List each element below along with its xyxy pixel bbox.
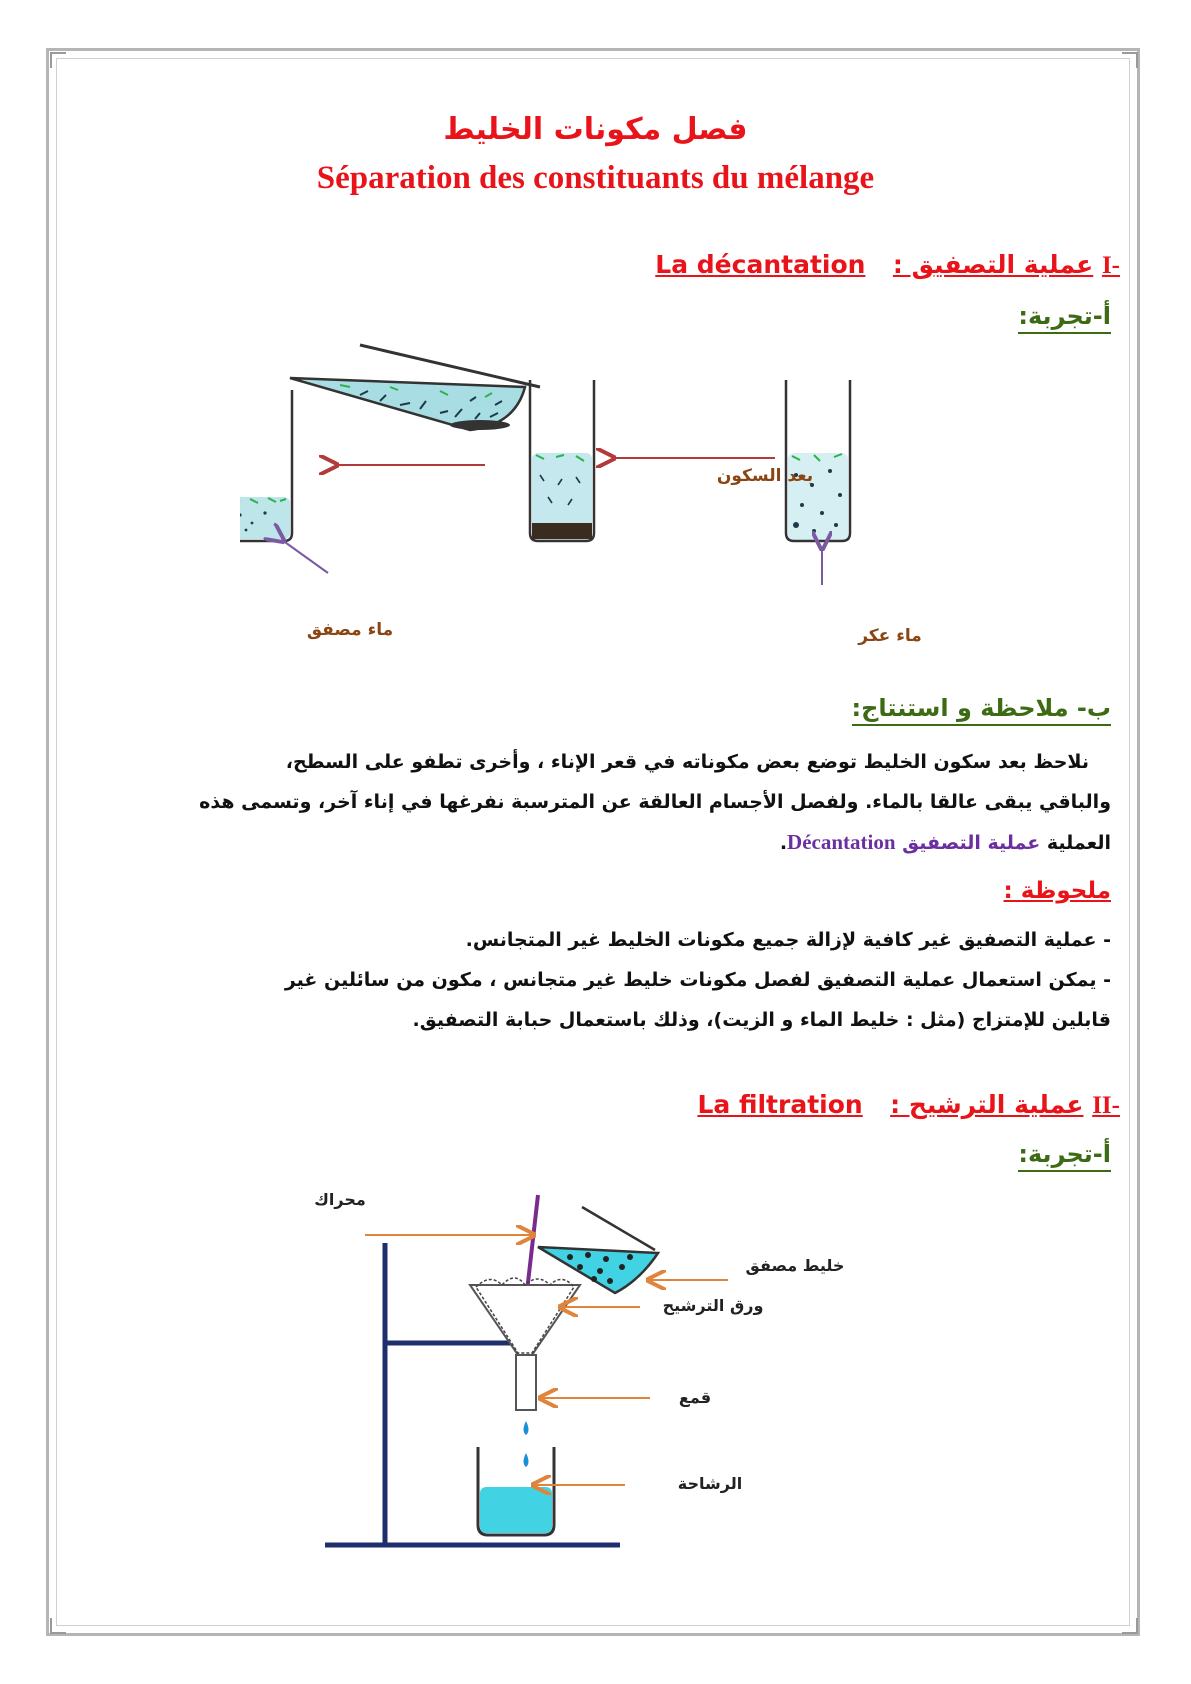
section1-french: La décantation [655, 250, 866, 279]
section2-french: La filtration [697, 1090, 863, 1119]
section1-arabic: عملية التصفيق : [892, 250, 1094, 279]
frame-corner-bottom-left [50, 1618, 66, 1634]
observation-line-3-highlight: عملية التصفيق [902, 832, 1041, 854]
label-filter-paper: ورق الترشيح [662, 1296, 764, 1315]
observation-line-3-french: Décantation [787, 830, 896, 854]
frame-corner-top-right [1122, 52, 1138, 68]
label-turbid-water: ماء عكر [858, 626, 922, 646]
label-after-rest: بعد السكون [716, 466, 814, 486]
section1-remark-text [95, 920, 1111, 1040]
beaker-decanted [240, 390, 292, 541]
label-decanted-mixture: خليط مصفق [745, 1256, 845, 1275]
section2-arabic: عملية الترشيح : [890, 1090, 1084, 1119]
arrow-decanted-water [282, 540, 328, 573]
section2-experiment-label: أ-تجربة: [1018, 1140, 1111, 1172]
remark-line-1: - عملية التصفيق غير كافية لإزالة جميع مكونات الخليط غير المتجانس. [465, 929, 1111, 951]
observation-line-3 [95, 822, 1111, 863]
observation-line-2: والباقي يبقى عالقا بالماء. ولفصل الأجسام العالقة عن المترسبة نفرغها في إناء آخر، وتسمى هذه [199, 791, 1111, 813]
observation-line-3-end: . [779, 832, 788, 854]
section2-number: II- [1092, 1092, 1120, 1119]
drop-2 [524, 1453, 529, 1467]
beaker-turbid [786, 380, 850, 541]
section1-heading [640, 250, 1120, 280]
drop-1 [524, 1421, 529, 1435]
mixture-vessel [538, 1207, 658, 1293]
filtration-diagram [310, 1175, 870, 1555]
label-decanted-water: ماء مصفق [306, 620, 394, 640]
beaker-settled [530, 380, 594, 541]
pouring-vessel [290, 345, 540, 430]
observation-line-1: نلاحظ بعد سكون الخليط توضع بعض مكوناته في قعر الإناء ، وأخرى تطفو على السطح، [285, 751, 1089, 773]
section1-number: I- [1101, 252, 1120, 279]
section1-observation-text [95, 742, 1111, 863]
frame-corner-top-left [50, 52, 66, 68]
section1-experiment-label: أ-تجربة: [1018, 302, 1111, 334]
section1-remark-label: ملحوظة : [1003, 878, 1111, 904]
page-title-french: Séparation des constituants du mélange [316, 160, 875, 196]
section1-observation-label: ب- ملاحظة و استنتاج: [852, 694, 1112, 726]
remark-line-2: - يمكن استعمال عملية التصفيق لفصل مكونات خليط غير متجانس ، مكون من سائلين غير [284, 969, 1111, 991]
label-stirrer: محراك [314, 1190, 366, 1209]
page-title-arabic: فصل مكونات الخليط [443, 112, 748, 147]
remark-line-3: قابلين للإمتزاج (مثل : خليط الماء و الزيت)، وذلك باستعمال حبابة التصفيق. [412, 1009, 1111, 1031]
label-filtrate: الرشاحة [677, 1474, 743, 1493]
section2-heading [640, 1090, 1120, 1120]
frame-corner-bottom-right [1122, 1618, 1138, 1634]
decantation-diagram [240, 335, 960, 655]
filtrate-beaker [478, 1447, 554, 1535]
observation-line-3-start: العملية [1046, 832, 1111, 854]
label-funnel: قمع [678, 1388, 712, 1407]
